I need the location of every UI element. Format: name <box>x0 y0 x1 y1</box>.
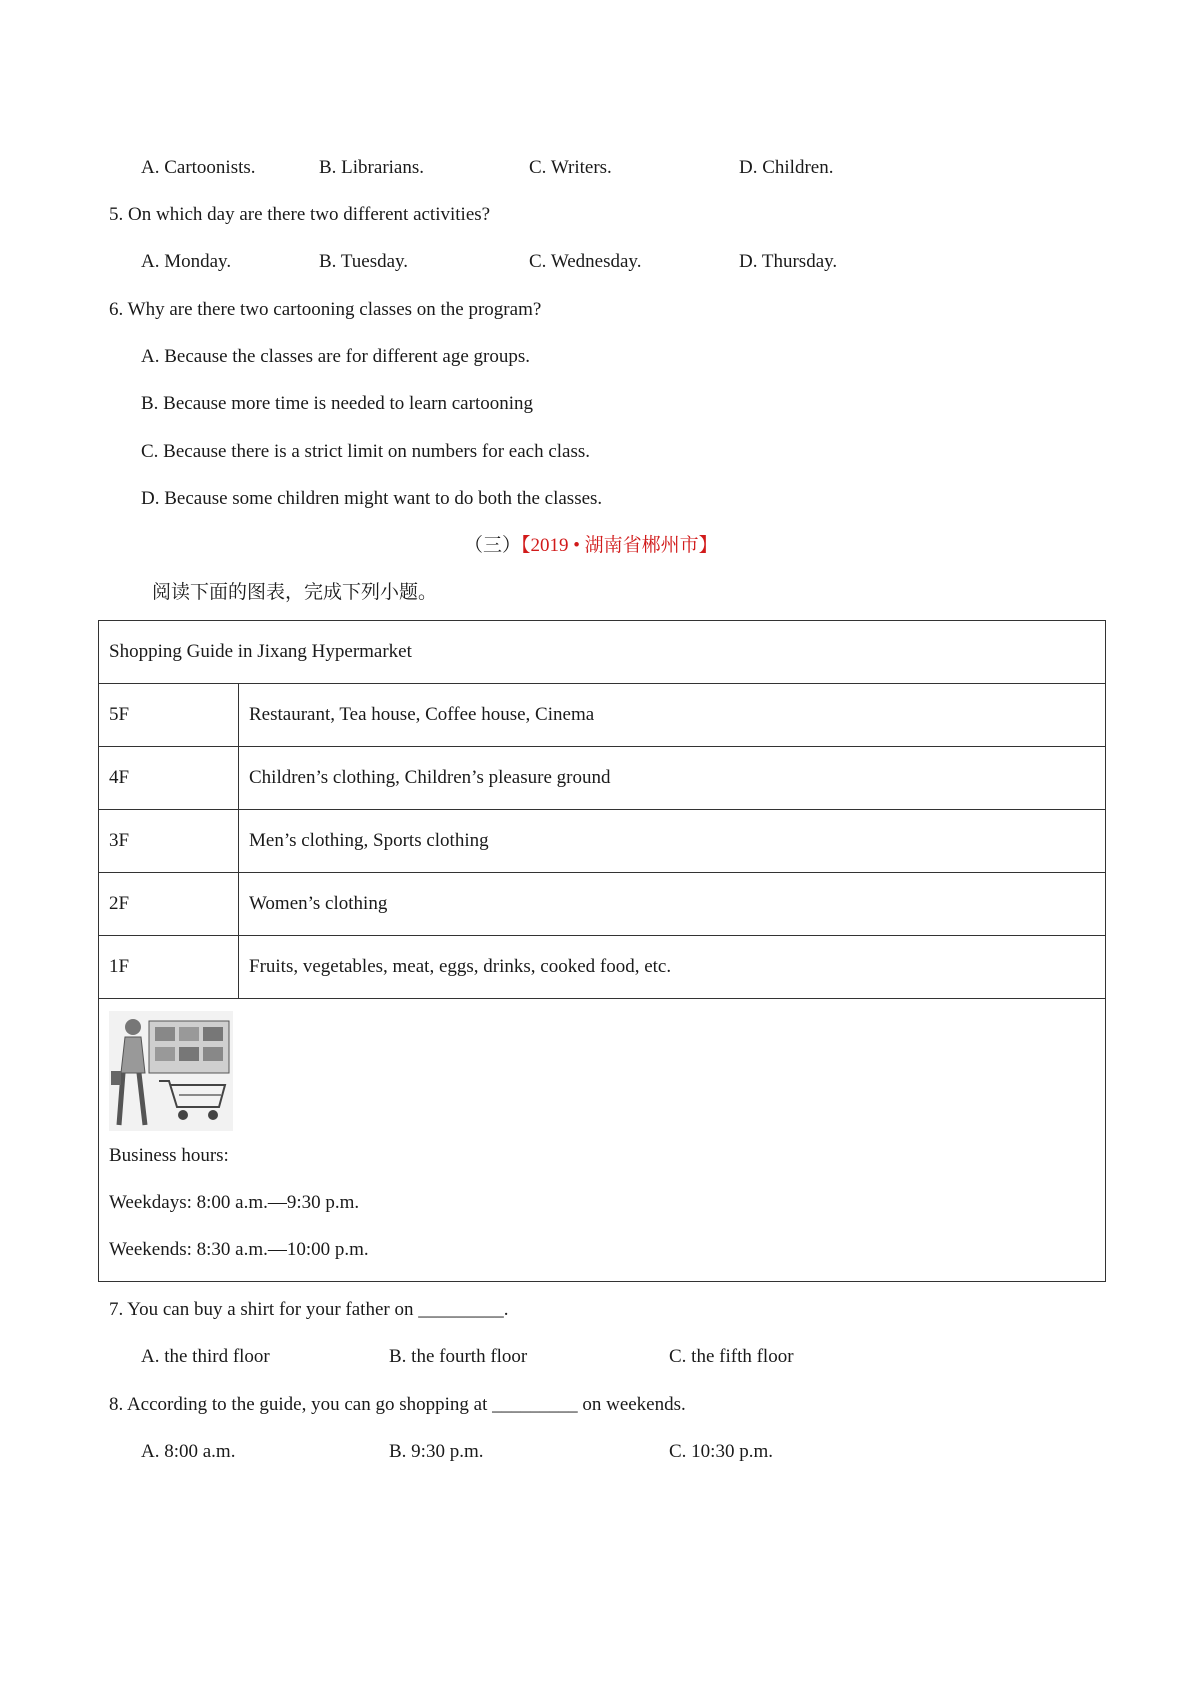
table-row <box>99 936 1106 999</box>
table-row <box>99 684 1106 747</box>
floor-items: Men’s clothing, Sports clothing <box>239 810 1106 873</box>
table-row <box>99 999 1106 1282</box>
floor-label: 4F <box>99 747 239 810</box>
q4-option-b: B. Librarians. <box>319 157 425 178</box>
q8-question: 8. According to the guide, you can go shopping at _________ on weekends. <box>109 1394 686 1415</box>
floor-label: 2F <box>99 873 239 936</box>
q7-option-a: A. the third floor <box>141 1346 270 1367</box>
shopping-guide-table <box>98 620 1106 1282</box>
q5-option-a: A. Monday. <box>141 251 232 272</box>
q7-option-b: B. the fourth floor <box>389 1346 528 1367</box>
shopping-illustration <box>109 1011 233 1131</box>
section-source: 【2019 • 湖南省郴州市】 <box>521 535 718 556</box>
guide-title: Shopping Guide in Jixang Hypermarket <box>99 621 1106 684</box>
floor-label: 1F <box>99 936 239 999</box>
section-heading <box>464 534 718 558</box>
q6-option-b: B. Because more time is needed to learn cartooning <box>141 393 534 414</box>
q8-option-a: A. 8:00 a.m. <box>141 1441 236 1462</box>
q7-option-c: C. the fifth floor <box>669 1346 794 1367</box>
q5-option-b: B. Tuesday. <box>319 251 409 272</box>
q4-option-c: C. Writers. <box>529 157 612 178</box>
q4-option-d: D. Children. <box>739 157 834 178</box>
business-hours-label: Business hours: <box>109 1145 229 1166</box>
section-prefix: （三） <box>464 535 522 556</box>
table-row <box>99 747 1106 810</box>
q6-option-c: C. Because there is a strict limit on numbers for each class. <box>141 441 591 462</box>
q8-option-c: C. 10:30 p.m. <box>669 1441 773 1462</box>
q6-option-d: D. Because some children might want to do both the classes. <box>141 488 603 509</box>
floor-items: Restaurant, Tea house, Coffee house, Cinema <box>239 684 1106 747</box>
q7-question: 7. You can buy a shirt for your father on _________. <box>109 1299 509 1320</box>
floor-items: Fruits, vegetables, meat, eggs, drinks, cooked food, etc. <box>239 936 1106 999</box>
table-row <box>99 873 1106 936</box>
q6-question: 6. Why are there two cartooning classes on the program? <box>109 299 542 320</box>
floor-items: Women’s clothing <box>239 873 1106 936</box>
q4-option-a: A. Cartoonists. <box>141 157 256 178</box>
floor-label: 5F <box>99 684 239 747</box>
q8-option-b: B. 9:30 p.m. <box>389 1441 484 1462</box>
q5-option-d: D. Thursday. <box>739 251 838 272</box>
weekdays-hours: Weekdays: 8:00 a.m.—9:30 p.m. <box>109 1192 360 1213</box>
weekends-hours: Weekends: 8:30 a.m.—10:00 p.m. <box>109 1239 369 1260</box>
floor-items: Children’s clothing, Children’s pleasure ground <box>239 747 1106 810</box>
table-row <box>99 621 1106 684</box>
section-instruction: 阅读下面的图表，完成下列小题。 <box>152 582 438 603</box>
business-hours-cell <box>99 999 1106 1282</box>
q6-option-a: A. Because the classes are for different age groups. <box>141 346 530 367</box>
q5-question: 5. On which day are there two different activities? <box>109 204 491 225</box>
q5-option-c: C. Wednesday. <box>529 251 642 272</box>
table-row <box>99 810 1106 873</box>
floor-label: 3F <box>99 810 239 873</box>
